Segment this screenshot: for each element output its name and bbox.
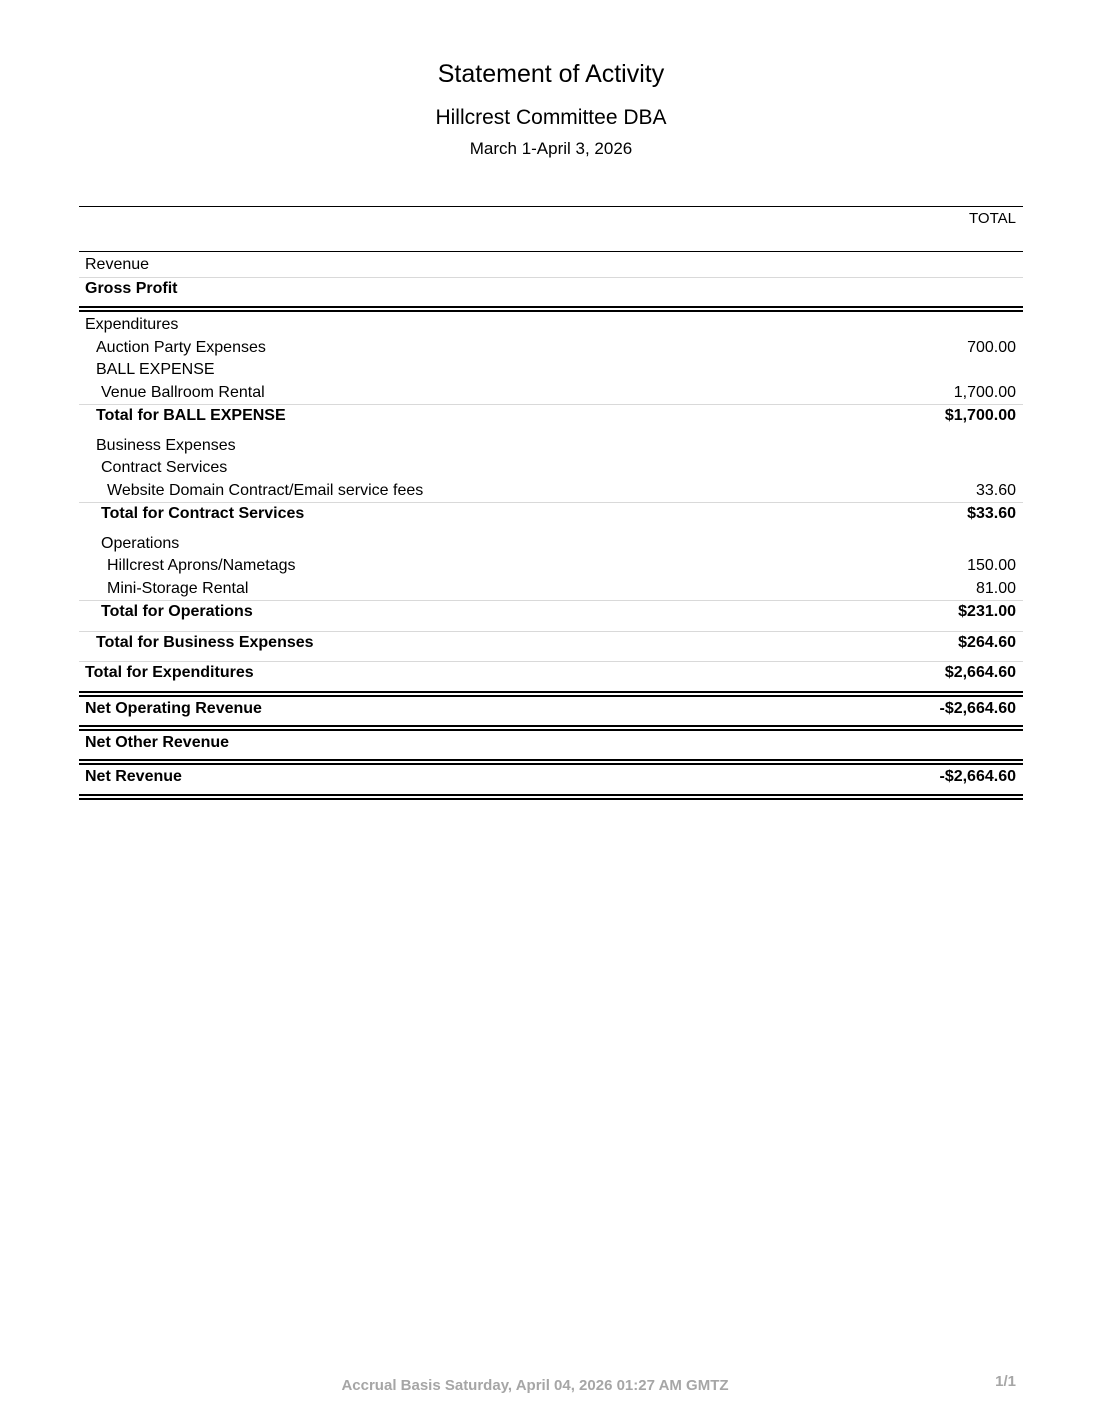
row-amount: $231.00: [958, 603, 1016, 621]
row-total-ball-expense: [79, 405, 1023, 428]
row-amount: $2,664.60: [944, 664, 1016, 682]
row-mini-storage-rental: [79, 578, 1023, 601]
row-label: Expenditures: [85, 316, 179, 334]
row-amount: -$2,664.60: [939, 699, 1016, 717]
row-expenditures: [79, 314, 1023, 337]
row-operations: [79, 533, 1023, 556]
row-label: Total for BALL EXPENSE: [96, 407, 286, 425]
row-amount: 1,700.00: [953, 383, 1016, 401]
row-label: Venue Ballroom Rental: [101, 383, 265, 401]
row-total-operations: [79, 601, 1023, 624]
row-label: Website Domain Contract/Email service fees: [107, 481, 424, 499]
report-period: March 1-April 3, 2026: [469, 139, 633, 158]
report-title: Statement of Activity: [437, 60, 665, 88]
row-label: Net Operating Revenue: [85, 699, 262, 717]
row-label: Total for Business Expenses: [96, 633, 314, 651]
row-aprons-nametags: [79, 555, 1023, 578]
row-label: Revenue: [85, 256, 150, 274]
row-label: Auction Party Expenses: [96, 338, 266, 356]
row-label: Gross Profit: [85, 279, 178, 297]
report-table: [79, 206, 1023, 800]
row-total-contract-services: [79, 503, 1023, 526]
row-label: Business Expenses: [96, 436, 236, 454]
row-amount: $264.60: [958, 633, 1016, 651]
row-amount: 81.00: [975, 579, 1016, 597]
row-label: Mini-Storage Rental: [107, 579, 249, 597]
row-amount: 700.00: [967, 338, 1016, 356]
footer-basis: Accrual Basis Saturday, April 04, 2026 01:27 AM GMTZ: [341, 1377, 729, 1394]
row-label: Total for Expenditures: [85, 664, 254, 682]
page-number: 1/1: [995, 1373, 1016, 1390]
column-header-row: [79, 207, 1023, 252]
row-amount: 150.00: [967, 557, 1016, 575]
row-revenue: [79, 254, 1023, 277]
row-amount: $1,700.00: [944, 407, 1016, 425]
row-label: Total for Contract Services: [101, 505, 305, 523]
row-label: Hillcrest Aprons/Nametags: [107, 557, 296, 575]
row-business-expenses: [79, 435, 1023, 458]
column-header-total: TOTAL: [969, 210, 1016, 227]
row-amount: 33.60: [975, 481, 1016, 499]
row-contract-services: [79, 457, 1023, 480]
row-amount: -$2,664.60: [939, 767, 1016, 785]
row-total-business-expenses: [79, 632, 1023, 655]
row-net-other-revenue: [79, 731, 1023, 755]
row-auction-party-expenses: [79, 337, 1023, 360]
row-label: Total for Operations: [101, 603, 253, 621]
company-name: Hillcrest Committee DBA: [435, 106, 667, 129]
row-label: Net Revenue: [85, 767, 182, 785]
row-net-operating-revenue: [79, 697, 1023, 721]
row-amount: $33.60: [967, 505, 1016, 523]
row-ball-expense: [79, 359, 1023, 382]
row-venue-ballroom-rental: [79, 382, 1023, 405]
row-net-revenue: [79, 765, 1023, 789]
row-label: Contract Services: [101, 459, 228, 477]
row-label: Operations: [101, 534, 180, 552]
double-rule: [79, 794, 1023, 800]
row-label: Net Other Revenue: [85, 733, 230, 751]
row-total-expenditures: [79, 662, 1023, 685]
row-gross-profit: [79, 278, 1023, 301]
row-label: BALL EXPENSE: [96, 361, 215, 379]
row-website-domain: [79, 480, 1023, 503]
